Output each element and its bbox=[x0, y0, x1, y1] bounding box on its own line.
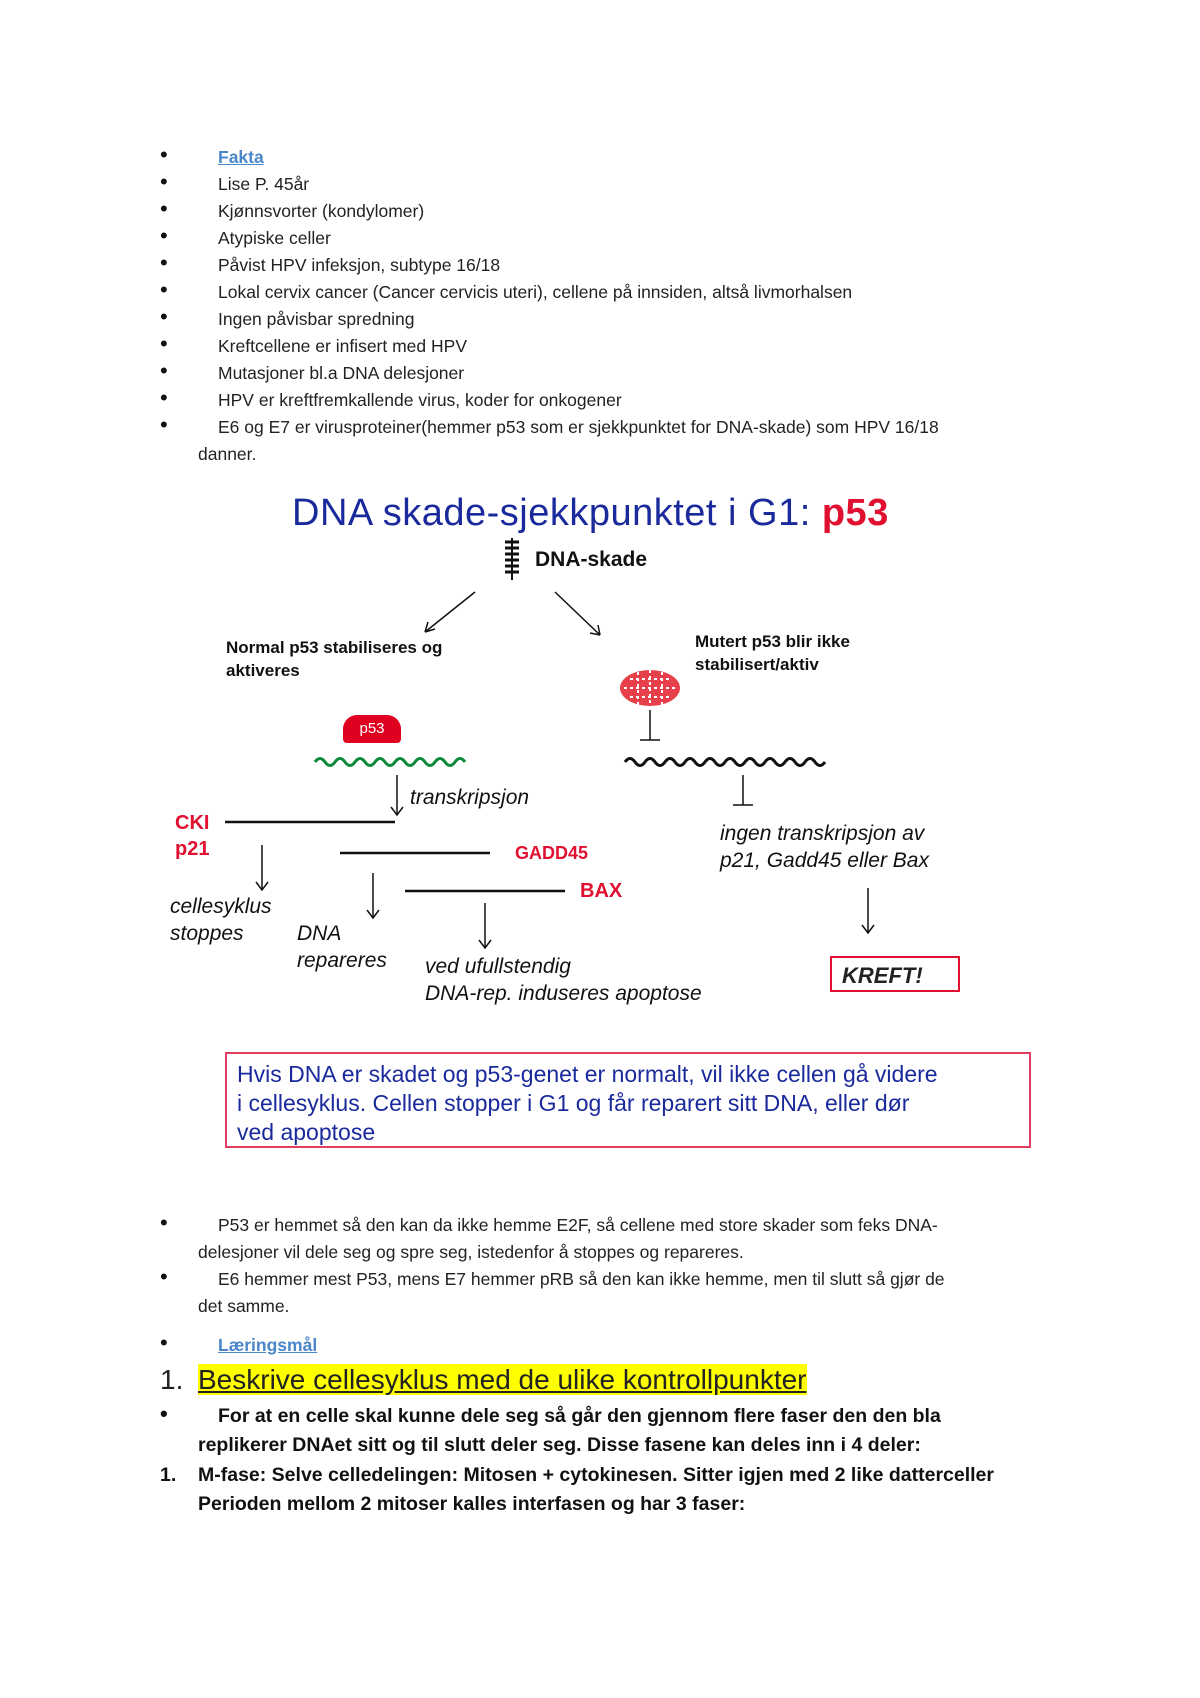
no-transcription-line: p21, Gadd45 eller Bax bbox=[720, 849, 929, 872]
phase-list-line: Perioden mellom 2 mitoser kalles interfasen og har 3 faser: bbox=[198, 1493, 746, 1515]
no-transcription-inhibit bbox=[733, 775, 753, 805]
learning-heading-list bbox=[160, 1332, 1060, 1359]
apoptosis-label bbox=[425, 953, 702, 1007]
mutated-p53-blob bbox=[620, 670, 680, 707]
bax-label: BAX bbox=[580, 880, 623, 902]
summary-line: Hvis DNA er skadet og p53-genet er normalt, vil ikke cellen gå videre bbox=[237, 1061, 938, 1087]
list-item: • Mutasjoner bl.a DNA delesjoner bbox=[160, 360, 1060, 387]
learning-heading-item[interactable] bbox=[160, 1332, 1060, 1359]
list-item: • Atypiske celler bbox=[160, 225, 1060, 252]
p53-checkpoint-figure bbox=[170, 480, 1035, 1160]
list-item-line: P53 er hemmet så den kan da ikke hemme E2F, så cellene med store skader som feks DNA- bbox=[218, 1215, 938, 1235]
list-item bbox=[160, 414, 1060, 468]
summary-line: ved apoptose bbox=[237, 1119, 376, 1145]
normal-p53-label bbox=[226, 636, 442, 682]
normal-p53-line: aktiveres bbox=[226, 661, 300, 680]
phase-list-line: M-fase: Selve celledelingen: Mitosen + cytokinesen. Sitter igjen med 2 like datterceller bbox=[198, 1464, 994, 1486]
list-item bbox=[160, 1266, 1060, 1320]
list-item-line: E6 hemmer mest P53, mens E7 hemmer pRB så den kan ikke hemme, men til slutt så gjør de bbox=[218, 1269, 945, 1289]
list-item-line: delesjoner vil dele seg og spre seg, istedenfor å stoppes og repareres. bbox=[198, 1242, 744, 1262]
summary-line: i cellesyklus. Cellen stopper i G1 og får reparert sitt DNA, eller dør bbox=[237, 1090, 910, 1116]
paragraph-line: replikerer DNAet sitt og til slutt deler seg. Disse fasene kan deles inn i 4 deler: bbox=[198, 1434, 921, 1456]
learning-goal-heading bbox=[160, 1363, 807, 1397]
inhibit-under-mutant bbox=[640, 710, 660, 740]
list-item: • HPV er kreftfremkallende virus, koder for onkogener bbox=[160, 387, 1060, 414]
normal-dna-wave bbox=[315, 759, 465, 766]
normal-p53-line: Normal p53 stabiliseres og bbox=[226, 638, 443, 657]
phase-list-item bbox=[160, 1461, 1060, 1519]
list-item: • Lokal cervix cancer (Cancer cervicis uteri), cellene på innsiden, altså livmorhalsen bbox=[160, 279, 1060, 306]
dna-damage-label: DNA-skade bbox=[535, 548, 648, 571]
transcription-arrow bbox=[391, 775, 403, 815]
mutant-dna-wave bbox=[625, 759, 825, 766]
notes-list bbox=[160, 1212, 1060, 1320]
facts-heading-item[interactable] bbox=[160, 144, 1060, 171]
facts-list bbox=[160, 144, 1060, 468]
paragraph-line: For at en celle skal kunne dele seg så går den gjennom flere faser den den bla bbox=[218, 1405, 941, 1427]
goal-number: 1. bbox=[160, 1364, 184, 1395]
intro-paragraph bbox=[160, 1402, 1060, 1460]
list-item: • Ingen påvisbar spredning bbox=[160, 306, 1060, 333]
dna-repair-label bbox=[297, 920, 387, 974]
gene-lines bbox=[225, 822, 565, 891]
list-item: • Påvist HPV infeksjon, subtype 16/18 bbox=[160, 252, 1060, 279]
mutated-p53-label bbox=[695, 630, 850, 676]
learning-heading-link[interactable]: Læringsmål bbox=[218, 1335, 318, 1355]
list-item: • Lise P. 45år bbox=[160, 171, 1060, 198]
split-arrows bbox=[425, 592, 600, 635]
dna-repair-line: DNA bbox=[297, 922, 342, 945]
figure-title-text: DNA skade-sjekkpunktet i G1: bbox=[292, 492, 822, 534]
dna-damage-icon bbox=[505, 538, 519, 580]
list-item bbox=[160, 1402, 1060, 1460]
no-transcription-line: ingen transkripsjon av bbox=[720, 822, 925, 845]
apoptosis-line: DNA-rep. induseres apoptose bbox=[425, 982, 702, 1005]
list-item-line: det samme. bbox=[198, 1296, 290, 1316]
list-item: • Kreftcellene er infisert med HPV bbox=[160, 333, 1060, 360]
cell-cycle-stop-label bbox=[170, 893, 272, 947]
summary-box bbox=[225, 1052, 1031, 1148]
mutated-p53-line: Mutert p53 blir ikke bbox=[695, 632, 850, 651]
list-item bbox=[160, 1212, 1060, 1266]
cell-cycle-line: cellesyklus bbox=[170, 895, 272, 918]
list-item-line: E6 og E7 er virusproteiner(hemmer p53 som er sjekkpunktet for DNA-skade) som HPV 16/18 bbox=[218, 417, 939, 437]
no-transcription-label bbox=[720, 820, 929, 874]
cancer-box: KREFT! bbox=[830, 956, 960, 992]
list-item-line: danner. bbox=[198, 444, 257, 464]
p53-protein-tag: p53 bbox=[343, 715, 401, 743]
gadd45-label: GADD45 bbox=[515, 843, 589, 863]
facts-heading-link[interactable]: Fakta bbox=[218, 147, 264, 167]
p21-label: p21 bbox=[175, 838, 210, 860]
transcription-label: transkripsjon bbox=[410, 786, 530, 809]
mutated-p53-line: stabilisert/aktiv bbox=[695, 655, 819, 674]
figure-title-highlight: p53 bbox=[821, 492, 889, 534]
cell-cycle-line: stoppes bbox=[170, 922, 244, 945]
list-item: • Kjønnsvorter (kondylomer) bbox=[160, 198, 1060, 225]
goal-text: Beskrive cellesyklus med de ulike kontrollpunkter bbox=[198, 1364, 807, 1395]
cki-label: CKI bbox=[175, 812, 210, 834]
figure-title bbox=[292, 492, 889, 535]
apoptosis-line: ved ufullstendig bbox=[425, 955, 571, 978]
phase-list-number: 1. bbox=[160, 1464, 177, 1486]
dna-repair-line: repareres bbox=[297, 949, 387, 972]
